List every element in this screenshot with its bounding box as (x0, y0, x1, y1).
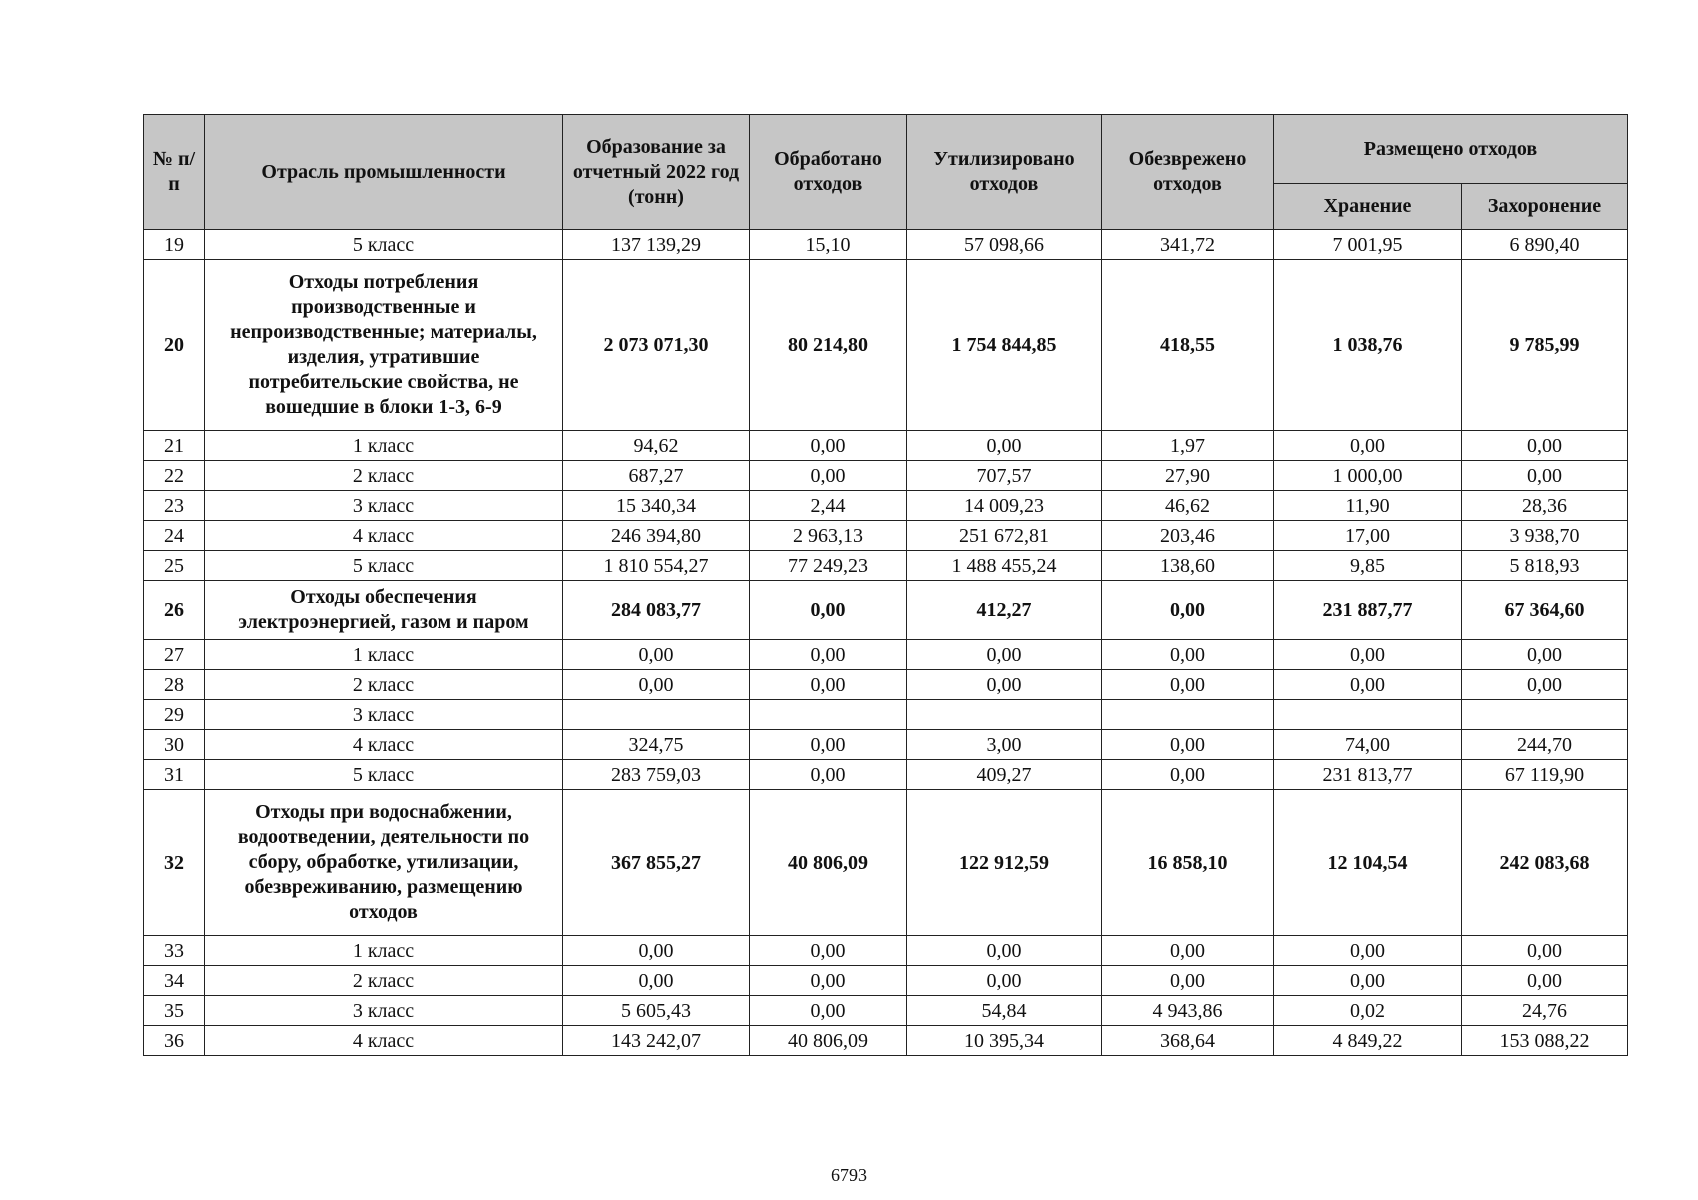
cell-neutralized: 368,64 (1102, 1026, 1274, 1056)
cell-utilized: 54,84 (907, 996, 1102, 1026)
cell-neutralized: 0,00 (1102, 760, 1274, 790)
cell-burial: 0,00 (1462, 670, 1628, 700)
table-row (144, 936, 1628, 966)
cell-n: 31 (144, 760, 205, 790)
cell-processed: 0,00 (750, 936, 907, 966)
cell-processed: 77 249,23 (750, 551, 907, 581)
cell-burial: 28,36 (1462, 491, 1628, 521)
cell-storage: 0,00 (1274, 670, 1462, 700)
header-placed: Размещено отходов (1274, 115, 1628, 184)
cell-n: 30 (144, 730, 205, 760)
cell-n: 27 (144, 640, 205, 670)
cell-utilized: 3,00 (907, 730, 1102, 760)
table-row (144, 461, 1628, 491)
cell-utilized: 122 912,59 (907, 790, 1102, 936)
cell-n: 19 (144, 230, 205, 260)
cell-name: 5 класс (205, 551, 563, 581)
cell-storage: 231 813,77 (1274, 760, 1462, 790)
cell-utilized: 0,00 (907, 936, 1102, 966)
cell-utilized: 0,00 (907, 431, 1102, 461)
cell-name: 3 класс (205, 996, 563, 1026)
cell-processed: 0,00 (750, 461, 907, 491)
cell-n: 34 (144, 966, 205, 996)
table-row (144, 790, 1628, 936)
cell-formed: 284 083,77 (563, 581, 750, 640)
cell-processed: 0,00 (750, 670, 907, 700)
cell-burial: 3 938,70 (1462, 521, 1628, 551)
cell-utilized: 1 488 455,24 (907, 551, 1102, 581)
table-row (144, 230, 1628, 260)
cell-processed: 0,00 (750, 640, 907, 670)
cell-utilized: 14 009,23 (907, 491, 1102, 521)
cell-name: 2 класс (205, 670, 563, 700)
cell-neutralized (1102, 700, 1274, 730)
cell-processed: 0,00 (750, 760, 907, 790)
cell-n: 23 (144, 491, 205, 521)
cell-burial: 0,00 (1462, 640, 1628, 670)
cell-processed: 2,44 (750, 491, 907, 521)
header-formed: Образование за отчетный 2022 год (тонн) (563, 115, 750, 230)
cell-formed: 0,00 (563, 936, 750, 966)
cell-n: 32 (144, 790, 205, 936)
cell-processed: 0,00 (750, 966, 907, 996)
table-row (144, 551, 1628, 581)
table-row (144, 966, 1628, 996)
cell-formed (563, 700, 750, 730)
cell-n: 33 (144, 936, 205, 966)
table-row (144, 1026, 1628, 1056)
cell-formed: 367 855,27 (563, 790, 750, 936)
cell-burial: 0,00 (1462, 966, 1628, 996)
cell-name: Отходы потребления производственные и непроизводственные; материалы, изделия, утратившие потребительские свойства, не вошедшие в блоки 1-3, 6-9 (205, 260, 563, 431)
cell-n: 36 (144, 1026, 205, 1056)
cell-n: 26 (144, 581, 205, 640)
cell-storage: 11,90 (1274, 491, 1462, 521)
cell-formed: 687,27 (563, 461, 750, 491)
cell-name: Отходы обеспечения электроэнергией, газом и паром (205, 581, 563, 640)
cell-neutralized: 0,00 (1102, 936, 1274, 966)
cell-formed: 246 394,80 (563, 521, 750, 551)
cell-name: 4 класс (205, 521, 563, 551)
cell-neutralized: 16 858,10 (1102, 790, 1274, 936)
cell-storage: 0,02 (1274, 996, 1462, 1026)
cell-formed: 5 605,43 (563, 996, 750, 1026)
cell-storage: 0,00 (1274, 640, 1462, 670)
cell-processed: 0,00 (750, 581, 907, 640)
cell-name: 1 класс (205, 936, 563, 966)
cell-n: 29 (144, 700, 205, 730)
cell-storage: 0,00 (1274, 431, 1462, 461)
cell-neutralized: 0,00 (1102, 966, 1274, 996)
cell-neutralized: 0,00 (1102, 640, 1274, 670)
cell-neutralized: 4 943,86 (1102, 996, 1274, 1026)
header-processed: Обработано отходов (750, 115, 907, 230)
cell-storage: 12 104,54 (1274, 790, 1462, 936)
cell-storage: 4 849,22 (1274, 1026, 1462, 1056)
cell-burial: 5 818,93 (1462, 551, 1628, 581)
cell-burial: 0,00 (1462, 936, 1628, 966)
table-header (144, 115, 1628, 230)
table-row (144, 260, 1628, 431)
header-number: № п/п (144, 115, 205, 230)
cell-utilized: 0,00 (907, 966, 1102, 996)
cell-name: 1 класс (205, 640, 563, 670)
cell-formed: 2 073 071,30 (563, 260, 750, 431)
cell-burial: 242 083,68 (1462, 790, 1628, 936)
table-row (144, 996, 1628, 1026)
cell-burial: 153 088,22 (1462, 1026, 1628, 1056)
table-row (144, 640, 1628, 670)
cell-n: 21 (144, 431, 205, 461)
cell-storage: 231 887,77 (1274, 581, 1462, 640)
cell-storage (1274, 700, 1462, 730)
table-row (144, 491, 1628, 521)
cell-processed: 0,00 (750, 431, 907, 461)
cell-name: 3 класс (205, 491, 563, 521)
cell-neutralized: 1,97 (1102, 431, 1274, 461)
cell-name: 5 класс (205, 760, 563, 790)
cell-storage: 1 000,00 (1274, 461, 1462, 491)
cell-name: 4 класс (205, 730, 563, 760)
cell-neutralized: 27,90 (1102, 461, 1274, 491)
cell-neutralized: 46,62 (1102, 491, 1274, 521)
cell-burial (1462, 700, 1628, 730)
cell-utilized: 0,00 (907, 670, 1102, 700)
cell-n: 25 (144, 551, 205, 581)
cell-name: 3 класс (205, 700, 563, 730)
cell-utilized: 1 754 844,85 (907, 260, 1102, 431)
cell-name: 4 класс (205, 1026, 563, 1056)
cell-utilized: 409,27 (907, 760, 1102, 790)
cell-utilized: 0,00 (907, 640, 1102, 670)
table-row (144, 760, 1628, 790)
cell-formed: 0,00 (563, 966, 750, 996)
cell-burial: 0,00 (1462, 461, 1628, 491)
cell-formed: 283 759,03 (563, 760, 750, 790)
cell-burial: 244,70 (1462, 730, 1628, 760)
cell-neutralized: 418,55 (1102, 260, 1274, 431)
cell-formed: 94,62 (563, 431, 750, 461)
cell-processed: 15,10 (750, 230, 907, 260)
cell-formed: 15 340,34 (563, 491, 750, 521)
cell-name: 5 класс (205, 230, 563, 260)
cell-processed: 2 963,13 (750, 521, 907, 551)
cell-formed: 324,75 (563, 730, 750, 760)
header-neutralized: Обезврежено отходов (1102, 115, 1274, 230)
cell-burial: 6 890,40 (1462, 230, 1628, 260)
waste-table-container (143, 114, 1627, 1056)
cell-formed: 143 242,07 (563, 1026, 750, 1056)
cell-storage: 9,85 (1274, 551, 1462, 581)
cell-utilized: 251 672,81 (907, 521, 1102, 551)
cell-burial: 67 119,90 (1462, 760, 1628, 790)
table-row (144, 670, 1628, 700)
cell-storage: 0,00 (1274, 936, 1462, 966)
cell-utilized (907, 700, 1102, 730)
cell-burial: 0,00 (1462, 431, 1628, 461)
cell-processed: 0,00 (750, 996, 907, 1026)
table-row (144, 431, 1628, 461)
cell-storage: 7 001,95 (1274, 230, 1462, 260)
cell-n: 28 (144, 670, 205, 700)
header-industry: Отрасль промышленности (205, 115, 563, 230)
waste-statistics-table (143, 114, 1628, 1056)
table-row (144, 521, 1628, 551)
header-utilized: Утилизировано отходов (907, 115, 1102, 230)
cell-utilized: 10 395,34 (907, 1026, 1102, 1056)
cell-n: 24 (144, 521, 205, 551)
cell-burial: 67 364,60 (1462, 581, 1628, 640)
cell-utilized: 57 098,66 (907, 230, 1102, 260)
cell-formed: 137 139,29 (563, 230, 750, 260)
cell-burial: 24,76 (1462, 996, 1628, 1026)
cell-burial: 9 785,99 (1462, 260, 1628, 431)
cell-neutralized: 0,00 (1102, 581, 1274, 640)
cell-storage: 1 038,76 (1274, 260, 1462, 431)
cell-processed: 0,00 (750, 730, 907, 760)
cell-name: Отходы при водоснабжении, водоотведении, деятельности по сбору, обработке, утилизации, обезвреживанию, размещению отходов (205, 790, 563, 936)
header-storage: Хранение (1274, 184, 1462, 230)
cell-n: 20 (144, 260, 205, 431)
cell-processed: 40 806,09 (750, 1026, 907, 1056)
table-row (144, 730, 1628, 760)
cell-neutralized: 0,00 (1102, 670, 1274, 700)
cell-name: 2 класс (205, 461, 563, 491)
cell-n: 35 (144, 996, 205, 1026)
cell-storage: 0,00 (1274, 966, 1462, 996)
cell-name: 2 класс (205, 966, 563, 996)
table-row (144, 581, 1628, 640)
cell-processed (750, 700, 907, 730)
cell-neutralized: 341,72 (1102, 230, 1274, 260)
table-row (144, 700, 1628, 730)
page-number: 6793 (831, 1165, 867, 1185)
header-burial: Захоронение (1462, 184, 1628, 230)
cell-formed: 1 810 554,27 (563, 551, 750, 581)
cell-formed: 0,00 (563, 670, 750, 700)
cell-neutralized: 203,46 (1102, 521, 1274, 551)
cell-neutralized: 0,00 (1102, 730, 1274, 760)
cell-n: 22 (144, 461, 205, 491)
cell-name: 1 класс (205, 431, 563, 461)
cell-storage: 74,00 (1274, 730, 1462, 760)
cell-formed: 0,00 (563, 640, 750, 670)
cell-utilized: 412,27 (907, 581, 1102, 640)
cell-processed: 80 214,80 (750, 260, 907, 431)
table-body (144, 230, 1628, 1056)
cell-storage: 17,00 (1274, 521, 1462, 551)
cell-utilized: 707,57 (907, 461, 1102, 491)
cell-processed: 40 806,09 (750, 790, 907, 936)
cell-neutralized: 138,60 (1102, 551, 1274, 581)
